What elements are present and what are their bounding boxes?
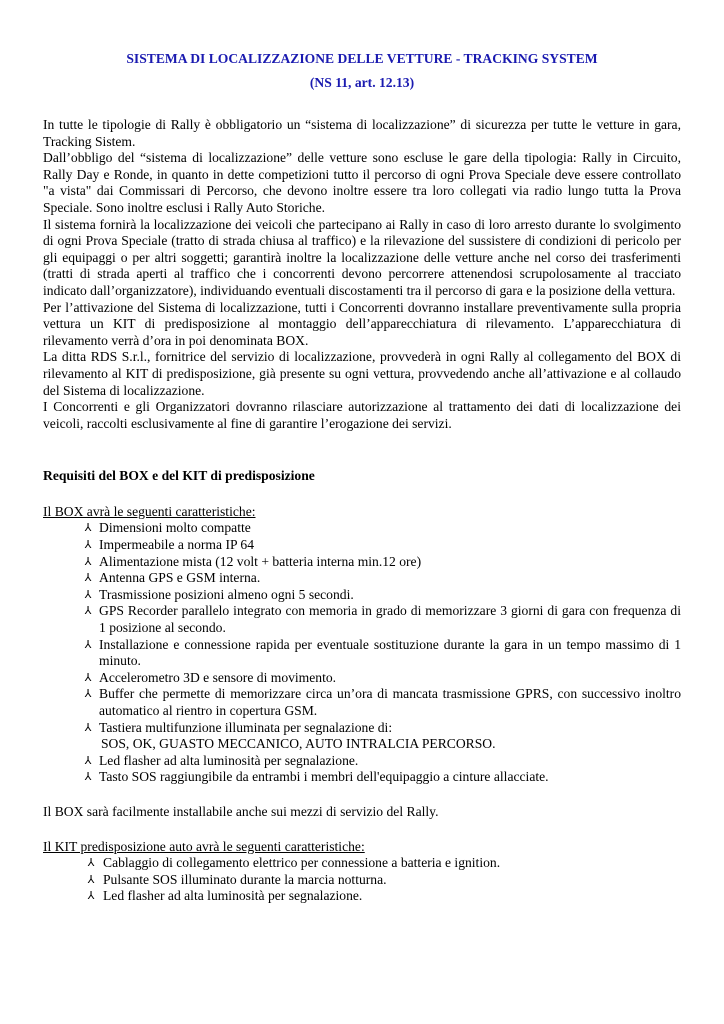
- bullet-icon: ⅄: [84, 538, 92, 552]
- list-item: [43, 570, 681, 587]
- list-item-text: Trasmissione posizioni almeno ogni 5 secondi.: [99, 586, 354, 602]
- list-item-text: Cablaggio di collegamento elettrico per connessione a batteria e ignition.: [103, 855, 501, 871]
- list-item-text: Tastiera multifunzione illuminata per segnalazione di:: [99, 719, 393, 735]
- box-features-list: [43, 520, 681, 786]
- list-item-text: Dimensioni molto compatte: [99, 520, 251, 536]
- list-item: [43, 686, 681, 719]
- bullet-icon: ⅄: [84, 587, 92, 601]
- bullet-icon: ⅄: [84, 720, 92, 734]
- list-item-text: Installazione e connessione rapida per eventuale sostituzione durante la gara in un tempo massimo di 1 minuto.: [99, 636, 681, 669]
- list-item-text: Pulsante SOS illuminato durante la marcia notturna.: [103, 871, 387, 887]
- bullet-icon: ⅄: [87, 889, 95, 903]
- bullet-icon: ⅄: [84, 554, 92, 568]
- list-item: [43, 720, 681, 753]
- kit-intro: Il KIT predisposizione auto avrà le seguenti caratteristiche:: [43, 838, 365, 854]
- list-item-text: Antenna GPS e GSM interna.: [99, 570, 261, 586]
- list-item-text: GPS Recorder parallelo integrato con memoria in grado di memorizzare 3 giorni di gara con frequenza di 1 posizione al secondo.: [99, 603, 681, 636]
- list-item: [43, 537, 681, 554]
- bullet-icon: ⅄: [87, 856, 95, 870]
- list-item: [43, 753, 681, 770]
- list-item: [43, 637, 681, 670]
- bullet-icon: ⅄: [84, 670, 92, 684]
- list-item: [43, 587, 681, 604]
- bullet-icon: ⅄: [84, 571, 92, 585]
- intro-paragraph: La ditta RDS S.r.l., fornitrice del servizio di localizzazione, provvederà in ogni Rally al collegamento del BOX di rilevamento al KIT di predisposizione, già presente su ogni vettura, provvedendo anche all’attivazione e al collaudo del Sistema di localizzazione.: [43, 349, 681, 398]
- box-note: Il BOX sarà facilmente installabile anche sui mezzi di servizio del Rally.: [43, 803, 439, 819]
- requirements-heading: Requisiti del BOX e del KIT di predisposizione: [43, 468, 315, 484]
- bullet-icon: ⅄: [84, 687, 92, 701]
- kit-features-list: [43, 855, 681, 905]
- list-item: [43, 855, 681, 872]
- list-item: [43, 888, 681, 905]
- intro-paragraph: Dall’obbligo del “sistema di localizzazione” delle vetture sono escluse le gare della tipologia: Rally in Circuito, Rally Day e Ronde, in quanto in dette competizioni tutto il percorso di ogni Prova Speciale deve essere controllato "a vista" dai Commissari di Percorso, che devono inoltre essere tra loro collegati via radio lungo tutta la Prova Speciale. Sono inoltre esclusi i Rally Auto Storiche.: [43, 150, 681, 215]
- intro-paragraph: I Concorrenti e gli Organizzatori dovranno rilasciare autorizzazione al trattamento dei dati di localizzazione dei veicoli, raccolti esclusivamente al fine di garantire l’erogazione dei servizi.: [43, 399, 681, 431]
- bullet-icon: ⅄: [87, 872, 95, 886]
- list-item-text: Accelerometro 3D e sensore di movimento.: [99, 669, 337, 685]
- list-item: [43, 603, 681, 636]
- intro-paragraph: In tutte le tipologie di Rally è obbligatorio un “sistema di localizzazione” di sicurezza per tutte le vetture in gara, Tracking Sistem.: [43, 117, 681, 149]
- intro-paragraph: Per l’attivazione del Sistema di localizzazione, tutti i Concorrenti dovranno installare preventivamente sulla propria vettura un KIT di predisposizione al montaggio dell’apparecchiatura di rilevamento. L’apparecchiatura di rilevamento verrà d’ora in poi denominata BOX.: [43, 299, 681, 348]
- document-subtitle: (NS 11, art. 12.13): [309, 75, 415, 90]
- list-item-text: Led flasher ad alta luminosità per segnalazione.: [103, 888, 363, 904]
- document-title: SISTEMA DI LOCALIZZAZIONE DELLE VETTURE - TRACKING SYSTEM: [126, 51, 598, 66]
- list-item-text: Impermeabile a norma IP 64: [99, 537, 255, 553]
- bullet-icon: ⅄: [84, 521, 92, 535]
- box-intro: Il BOX avrà le seguenti caratteristiche:: [43, 503, 256, 519]
- list-item-text: Buffer che permette di memorizzare circa un’ora di mancata trasmissione GPRS, con successivo inoltro automatico al rientro in copertura GSM.: [99, 686, 681, 718]
- bullet-icon: ⅄: [84, 637, 92, 651]
- list-item: [43, 520, 681, 537]
- bullet-icon: ⅄: [84, 604, 92, 618]
- list-item-text: Led flasher ad alta luminosità per segnalazione.: [99, 752, 359, 768]
- list-item-text: Alimentazione mista (12 volt + batteria interna min.12 ore): [99, 553, 422, 569]
- bullet-icon: ⅄: [84, 753, 92, 767]
- intro-section: [43, 117, 681, 432]
- bullet-icon: ⅄: [84, 770, 92, 784]
- list-item: [43, 670, 681, 687]
- list-item: [43, 872, 681, 889]
- list-item-text: Tasto SOS raggiungibile da entrambi i membri dell'equipaggio a cinture allacciate.: [99, 769, 549, 785]
- document-page: [43, 50, 681, 905]
- list-item: [43, 554, 681, 571]
- list-item: [43, 769, 681, 786]
- intro-paragraph: Il sistema fornirà la localizzazione dei veicoli che partecipano ai Rally in caso di loro arresto durante lo svolgimento di ogni Prova Speciale (tratto di strada chiusa al traffico) e la rilevazione del sussistere di condizioni di pericolo per gli equipaggi o per altri soggetti; garantirà inoltre la localizzazione delle vetture anche nel corso dei trasferimenti (tratti di strada aperti al traffico che i concorrenti devono percorrere attenendosi scrupolosamente al tracciato indicato dall’organizzatore), individuando eventuali discostamenti tra il percorso di gara e la posizione della vettura.: [43, 216, 681, 298]
- list-item-continuation: SOS, OK, GUASTO MECCANICO, AUTO INTRALCIA PERCORSO.: [101, 736, 496, 752]
